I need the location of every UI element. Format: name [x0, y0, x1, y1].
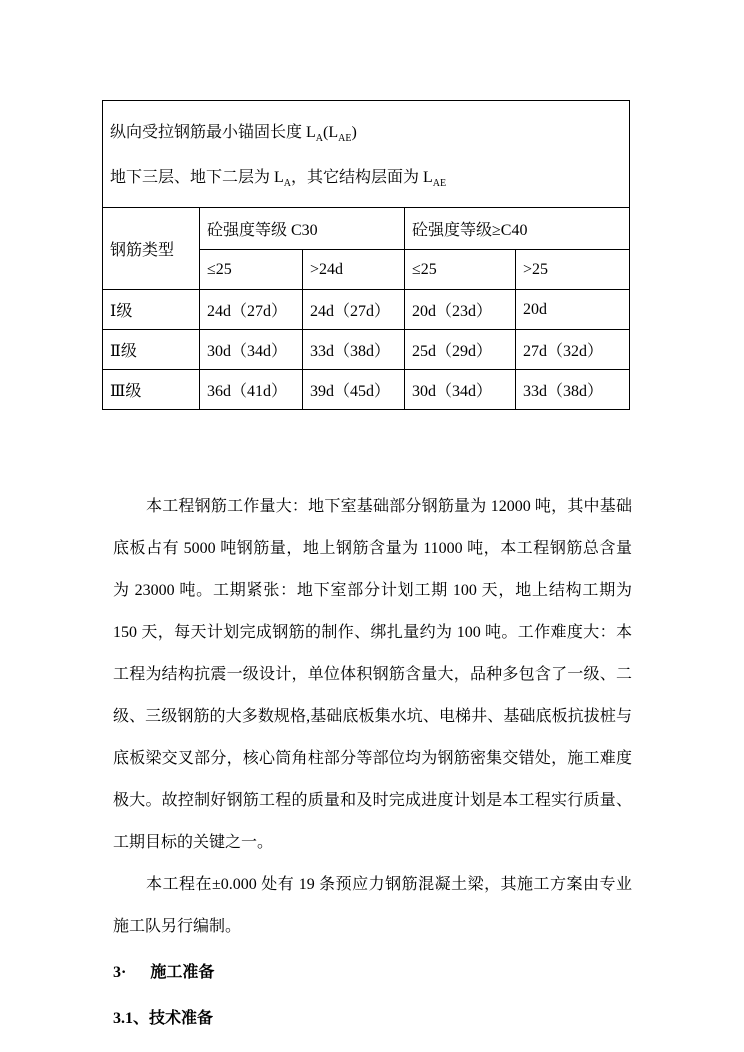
table-title-text: (L — [323, 124, 339, 141]
document-body — [113, 486, 632, 1040]
table-subtitle — [110, 164, 625, 190]
value-cell: 33d（38d） — [303, 330, 405, 370]
value-cell: 27d（32d） — [516, 330, 630, 370]
table-title-text: ) — [351, 124, 357, 141]
subheader-cell: ≤25 — [405, 250, 516, 290]
value-cell: 25d（29d） — [405, 330, 516, 370]
table-title — [110, 119, 625, 145]
paragraph-prestressed-beams: 本工程在±0.000 处有 19 条预应力钢筋混凝土梁，其施工方案由专业施工队另行编制。 — [113, 876, 632, 935]
subheader-cell: >24d — [303, 250, 405, 290]
heading-section-3 — [113, 952, 632, 994]
subheader-cell: >25 — [516, 250, 630, 290]
paragraph-workload: 本工程钢筋工作量大：地下室基础部分钢筋量为 12000 吨，其中基础底板占有 5000 吨钢筋量，地上钢筋含量为 11000 吨，本工程钢筋总含量为 23000 吨。工期紧张：地下室部分计划工期 100 天，地上结构工期为 150 天，每天计划完成钢筋的制作、绑扎量约为 100 吨。工作难度大：本工程为结构抗震一级设计，单位体积钢筋含量大，品种多包含了一级、二级、三级钢筋的大多数规格,基础底板集水坑、电梯井、基础底板抗拔桩与底板梁交叉部分，核心筒角柱部分等部位均为钢筋密集交错处，施工难度极大。故控制好钢筋工程的质量和及时完成进度计划是本工程实行质量、工期目标的关键之一。 — [113, 498, 632, 851]
row-label: Ⅲ级 — [103, 370, 200, 410]
value-cell: 30d（34d） — [405, 370, 516, 410]
subscript-a: A — [315, 133, 324, 145]
anchor-length-table — [102, 100, 630, 410]
heading-text: 施工准备 — [150, 964, 215, 981]
table-title-cell — [103, 101, 630, 208]
table-row — [103, 330, 630, 370]
table-subtitle-text: 地下三层、地下二层为 L — [110, 169, 284, 186]
value-cell: 36d（41d） — [200, 370, 303, 410]
value-cell: 20d — [516, 290, 630, 330]
table-group-header-row — [103, 208, 630, 250]
value-cell: 39d（45d） — [303, 370, 405, 410]
heading-text: 技术准备 — [149, 1010, 214, 1027]
subscript-a: A — [283, 178, 292, 190]
table-subtitle-text: ，其它结构层面为 L — [291, 169, 433, 186]
heading-number: 3· — [113, 964, 127, 981]
value-cell: 33d（38d） — [516, 370, 630, 410]
value-cell: 20d（23d） — [405, 290, 516, 330]
table-row — [103, 370, 630, 410]
rebar-type-header: 钢筋类型 — [103, 208, 200, 290]
heading-number: 3.1、 — [113, 1010, 150, 1027]
value-cell: 24d（27d） — [200, 290, 303, 330]
table-title-row — [103, 101, 630, 208]
subheader-cell: ≤25 — [200, 250, 303, 290]
value-cell: 30d（34d） — [200, 330, 303, 370]
row-label: Ⅰ级 — [103, 290, 200, 330]
table-row — [103, 290, 630, 330]
value-cell: 24d（27d） — [303, 290, 405, 330]
heading-section-3-1 — [113, 998, 632, 1040]
subscript-ae: AE — [432, 178, 447, 190]
c40-group-header: 砼强度等级≥C40 — [405, 208, 630, 250]
row-label: Ⅱ级 — [103, 330, 200, 370]
subscript-ae: AE — [338, 133, 352, 145]
c30-group-header: 砼强度等级 C30 — [200, 208, 405, 250]
table-title-text: 纵向受拉钢筋最小锚固长度 L — [110, 124, 316, 141]
